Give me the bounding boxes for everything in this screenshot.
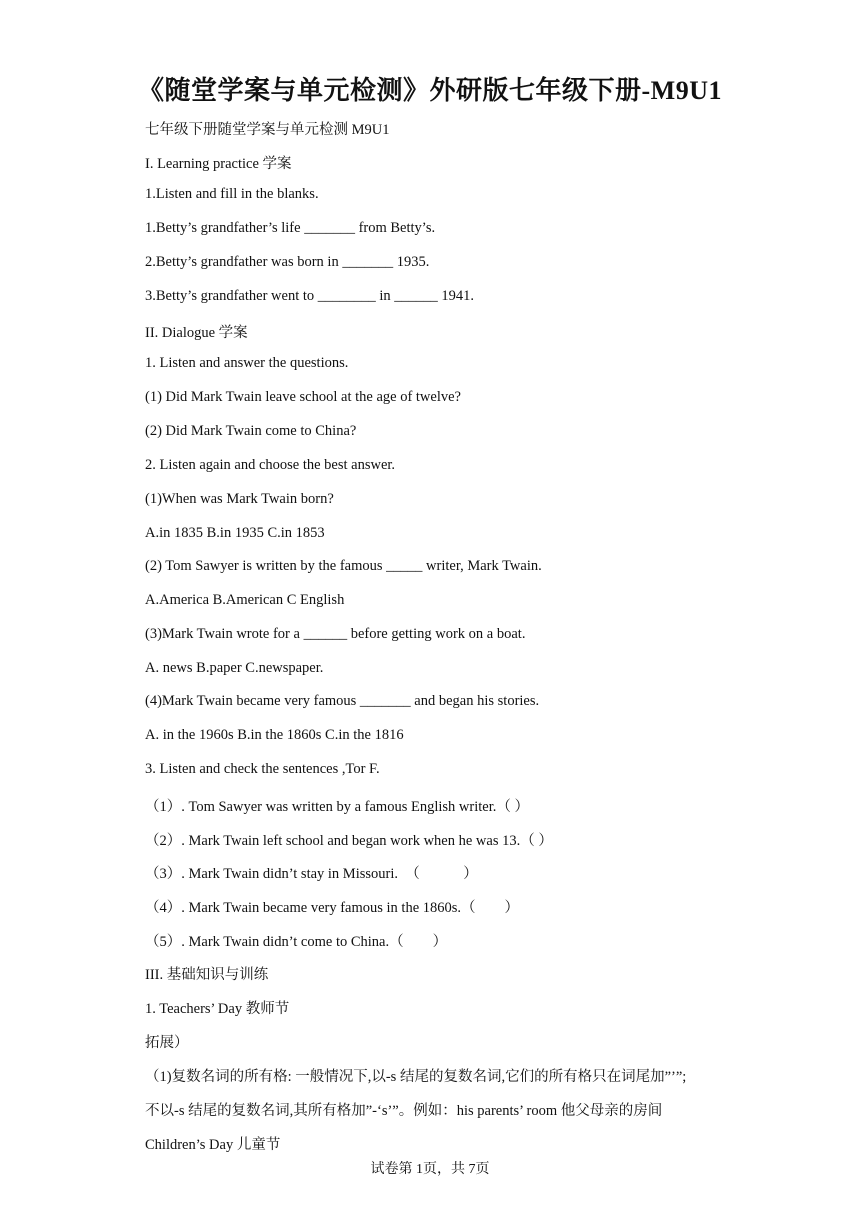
document-title: 《随堂学案与单元检测》外研版七年级下册-M9U1 bbox=[138, 76, 722, 105]
text-line: 1.Betty’s grandfather’s life _______ from Betty’s. bbox=[145, 220, 436, 236]
text-line: 不以-s 结尾的复数名词,其所有格加”-‘s’”。例如：his parents’ room 他父母亲的房间 bbox=[145, 1103, 663, 1119]
text-line: (2) Did Mark Twain come to China? bbox=[145, 423, 357, 439]
text-line: A.America B.American C English bbox=[145, 592, 345, 608]
text-line: 2. Listen again and choose the best answer. bbox=[145, 457, 396, 473]
text-line: 3.Betty’s grandfather went to ________ in ______ 1941. bbox=[145, 288, 475, 304]
text-line: 3. Listen and check the sentences ,Tor F. bbox=[145, 761, 380, 777]
text-line: 拓展） bbox=[145, 1035, 189, 1051]
text-line: 1. Teachers’ Day 教师节 bbox=[145, 1001, 290, 1017]
text-line: （3）. Mark Twain didn’t stay in Missouri. （ ） bbox=[145, 866, 478, 882]
text-line: （4）. Mark Twain became very famous in the 1860s.（ ） bbox=[145, 900, 520, 916]
text-line: （1）. Tom Sawyer was written by a famous English writer.（ ） bbox=[145, 799, 529, 815]
text-line: 七年级下册随堂学案与单元检测 M9U1 bbox=[145, 122, 390, 138]
text-line: (1)When was Mark Twain born? bbox=[145, 491, 334, 507]
text-line: A. in the 1960s B.in the 1860s C.in the 1816 bbox=[145, 727, 404, 743]
text-line: A. news B.paper C.newspaper. bbox=[145, 660, 324, 676]
text-line: 2.Betty’s grandfather was born in _______ 1935. bbox=[145, 254, 430, 270]
text-line: 1.Listen and fill in the blanks. bbox=[145, 186, 319, 202]
text-line: A.in 1835 B.in 1935 C.in 1853 bbox=[145, 525, 325, 541]
text-line: （1)复数名词的所有格: 一般情况下,以-s 结尾的复数名词,它们的所有格只在词尾加”’”; bbox=[145, 1069, 687, 1085]
text-line: Children’s Day 儿童节 bbox=[145, 1137, 281, 1153]
section-heading: II. Dialogue 学案 bbox=[145, 325, 248, 341]
section-heading: III. 基础知识与训练 bbox=[145, 967, 269, 983]
page-footer: 试卷第 1页，共 7页 bbox=[370, 1162, 490, 1177]
text-line: （5）. Mark Twain didn’t come to China.（ ） bbox=[145, 934, 448, 950]
text-line: (1) Did Mark Twain leave school at the age of twelve? bbox=[145, 389, 461, 405]
section-heading: I. Learning practice 学案 bbox=[145, 156, 292, 172]
text-line: (3)Mark Twain wrote for a ______ before getting work on a boat. bbox=[145, 626, 526, 642]
text-line: 1. Listen and answer the questions. bbox=[145, 355, 349, 371]
text-line: (4)Mark Twain became very famous _______ and began his stories. bbox=[145, 693, 540, 709]
text-line: (2) Tom Sawyer is written by the famous _____ writer, Mark Twain. bbox=[145, 558, 542, 574]
text-line: （2）. Mark Twain left school and began work when he was 13.（ ） bbox=[145, 833, 553, 849]
